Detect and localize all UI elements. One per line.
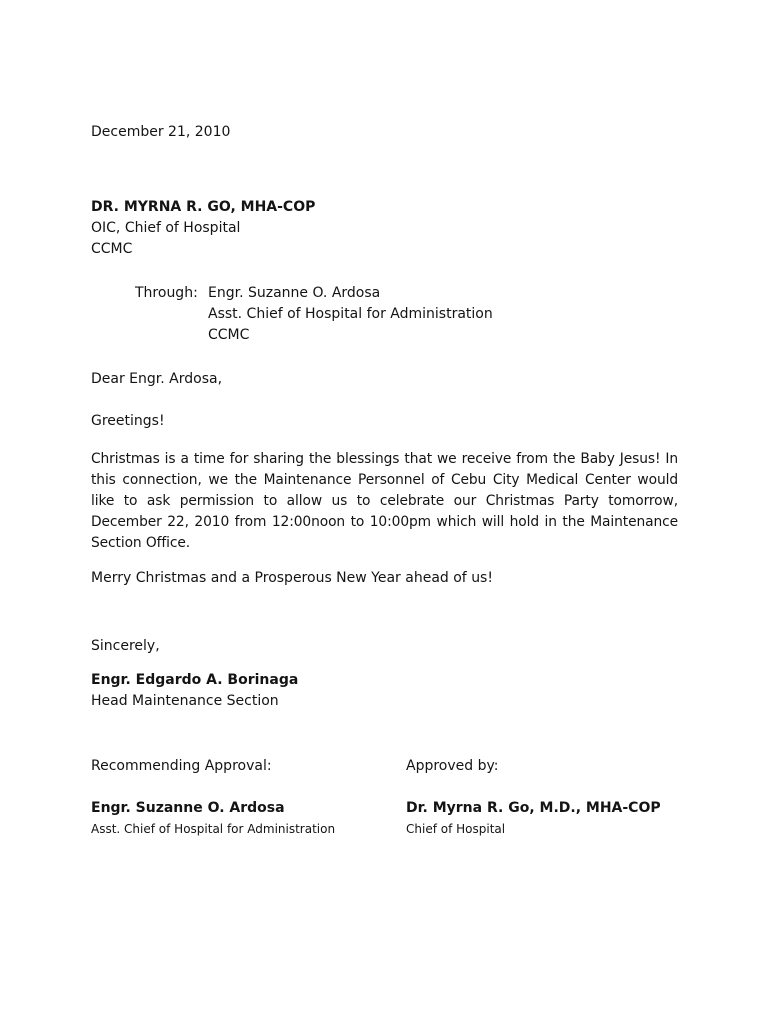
recipient-block	[91, 197, 315, 260]
salutation: Dear Engr. Ardosa,	[91, 371, 223, 387]
signer-block	[91, 670, 298, 712]
recommending-title: Asst. Chief of Hospital for Administration	[91, 822, 336, 836]
through-title: Asst. Chief of Hospital for Administration	[208, 306, 493, 322]
recipient-title: OIC, Chief of Hospital	[91, 220, 241, 236]
letter-date: December 21, 2010	[91, 124, 231, 140]
recipient-org: CCMC	[91, 241, 133, 257]
closing: Sincerely,	[91, 638, 160, 654]
recommending-name: Engr. Suzanne O. Ardosa	[91, 800, 285, 816]
greeting: Greetings!	[91, 413, 165, 429]
approved-label: Approved by:	[406, 758, 499, 774]
through-org: CCMC	[208, 327, 250, 343]
recommending-label: Recommending Approval:	[91, 758, 272, 774]
signer-name: Engr. Edgardo A. Borinaga	[91, 672, 299, 688]
through-block	[208, 283, 493, 346]
signer-title: Head Maintenance Section	[91, 693, 279, 709]
approved-name: Dr. Myrna R. Go, M.D., MHA-COP	[406, 800, 661, 816]
through-name: Engr. Suzanne O. Ardosa	[208, 285, 381, 301]
approved-title: Chief of Hospital	[406, 822, 506, 836]
recipient-name: DR. MYRNA R. GO, MHA-COP	[91, 199, 316, 215]
closing-wish: Merry Christmas and a Prosperous New Year ahead of us!	[91, 570, 493, 586]
body-paragraph: Christmas is a time for sharing the blessings that we receive from the Baby Jesus! In this connection, we the Maintenance Personnel of Cebu City Medical Center would like to ask permission to allow us to celebrate our Christmas Party tomorrow, December 22, 2010 from 12:00noon to 10:00pm which will hold in the Maintenance Section Office.	[91, 451, 678, 551]
through-label: Through:	[135, 285, 198, 301]
